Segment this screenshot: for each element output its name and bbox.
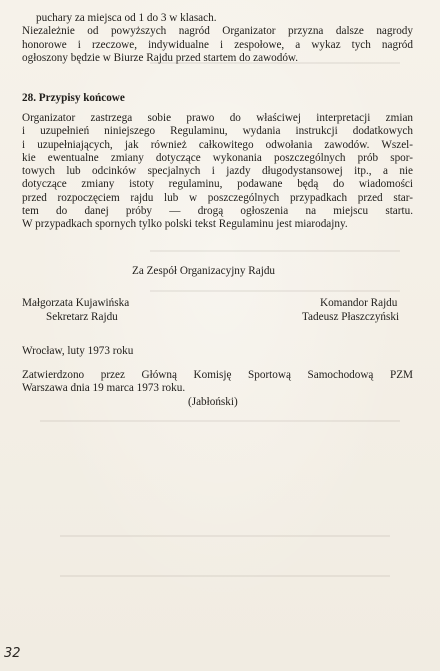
approval-block xyxy=(22,369,413,396)
paragraph-line: przed rozpoczęciem rajdu lub w poszczególnych przypadkach przed star- xyxy=(22,191,413,204)
paragraph-line: i uzupełniających, jak również całkowitego odwołania zawodów. Wszel- xyxy=(22,138,413,151)
bleed-through-mark xyxy=(60,535,390,537)
approver-signature: (Jabłoński) xyxy=(188,396,238,408)
paragraph-line: tem do danej próby — drogą ogłoszenia na miejscu startu. xyxy=(22,205,413,218)
bleed-through-mark xyxy=(150,290,400,292)
paragraph-line: i uzupełnień niniejszego Regulaminu, wydania instrukcji dodatkowych xyxy=(22,125,413,138)
section-body xyxy=(22,112,413,232)
secretary-name: Małgorzata Kujawińska xyxy=(22,297,130,309)
section-title: Przypisy końcowe xyxy=(38,92,125,104)
paragraph-line: towych lub odcinków specjalnych i jazdy długodystansowej itp., a nie xyxy=(22,165,413,178)
paragraph-line: puchary za miejsca od 1 do 3 w klasach. xyxy=(36,12,217,24)
paragraph-line: W przypadkach spornych tylko polski tekst Regulaminu jest miarodajny. xyxy=(22,218,348,231)
page-number: 32 xyxy=(4,646,21,661)
paragraph-line: ogłoszony będzie w Biurze Rajdu przed startem do zawodów. xyxy=(22,51,299,64)
approval-line: Zatwierdzono przez Główną Komisję Sportową Samochodową PZM xyxy=(22,369,413,381)
bleed-through-mark xyxy=(40,420,400,422)
paragraph-line: Niezależnie od powyższych nagród Organizator przyzna dalsze nagrody xyxy=(22,25,413,38)
commander-title: Komandor Rajdu xyxy=(320,297,398,309)
paragraph-line: honorowe i rzeczowe, indywidualne i zespołowe, a wykaz tych nagród xyxy=(22,38,413,51)
paragraph-line: dotyczące zmiany istoty regulaminu, podawane będą do wiadomości xyxy=(22,178,413,191)
approval-line: Warszawa dnia 19 marca 1973 roku. xyxy=(22,382,186,395)
commander-name: Tadeusz Płaszczyński xyxy=(302,311,400,323)
continuation-paragraph xyxy=(22,12,413,65)
bleed-through-mark xyxy=(60,575,390,577)
place-date: Wrocław, luty 1973 roku xyxy=(22,345,134,357)
section-number: 28. xyxy=(22,92,36,104)
section-heading xyxy=(22,92,125,105)
paragraph-line: kie ewentualne zmiany dotyczące wykonania poszczególnych prób spor- xyxy=(22,151,413,164)
paragraph-line: Organizator zastrzega sobie prawo do właściwej interpretacji zmian xyxy=(22,112,413,124)
committee-signature: Za Zespół Organizacyjny Rajdu xyxy=(132,265,276,277)
bleed-through-mark xyxy=(150,250,400,252)
secretary-title: Sekretarz Rajdu xyxy=(46,311,118,323)
